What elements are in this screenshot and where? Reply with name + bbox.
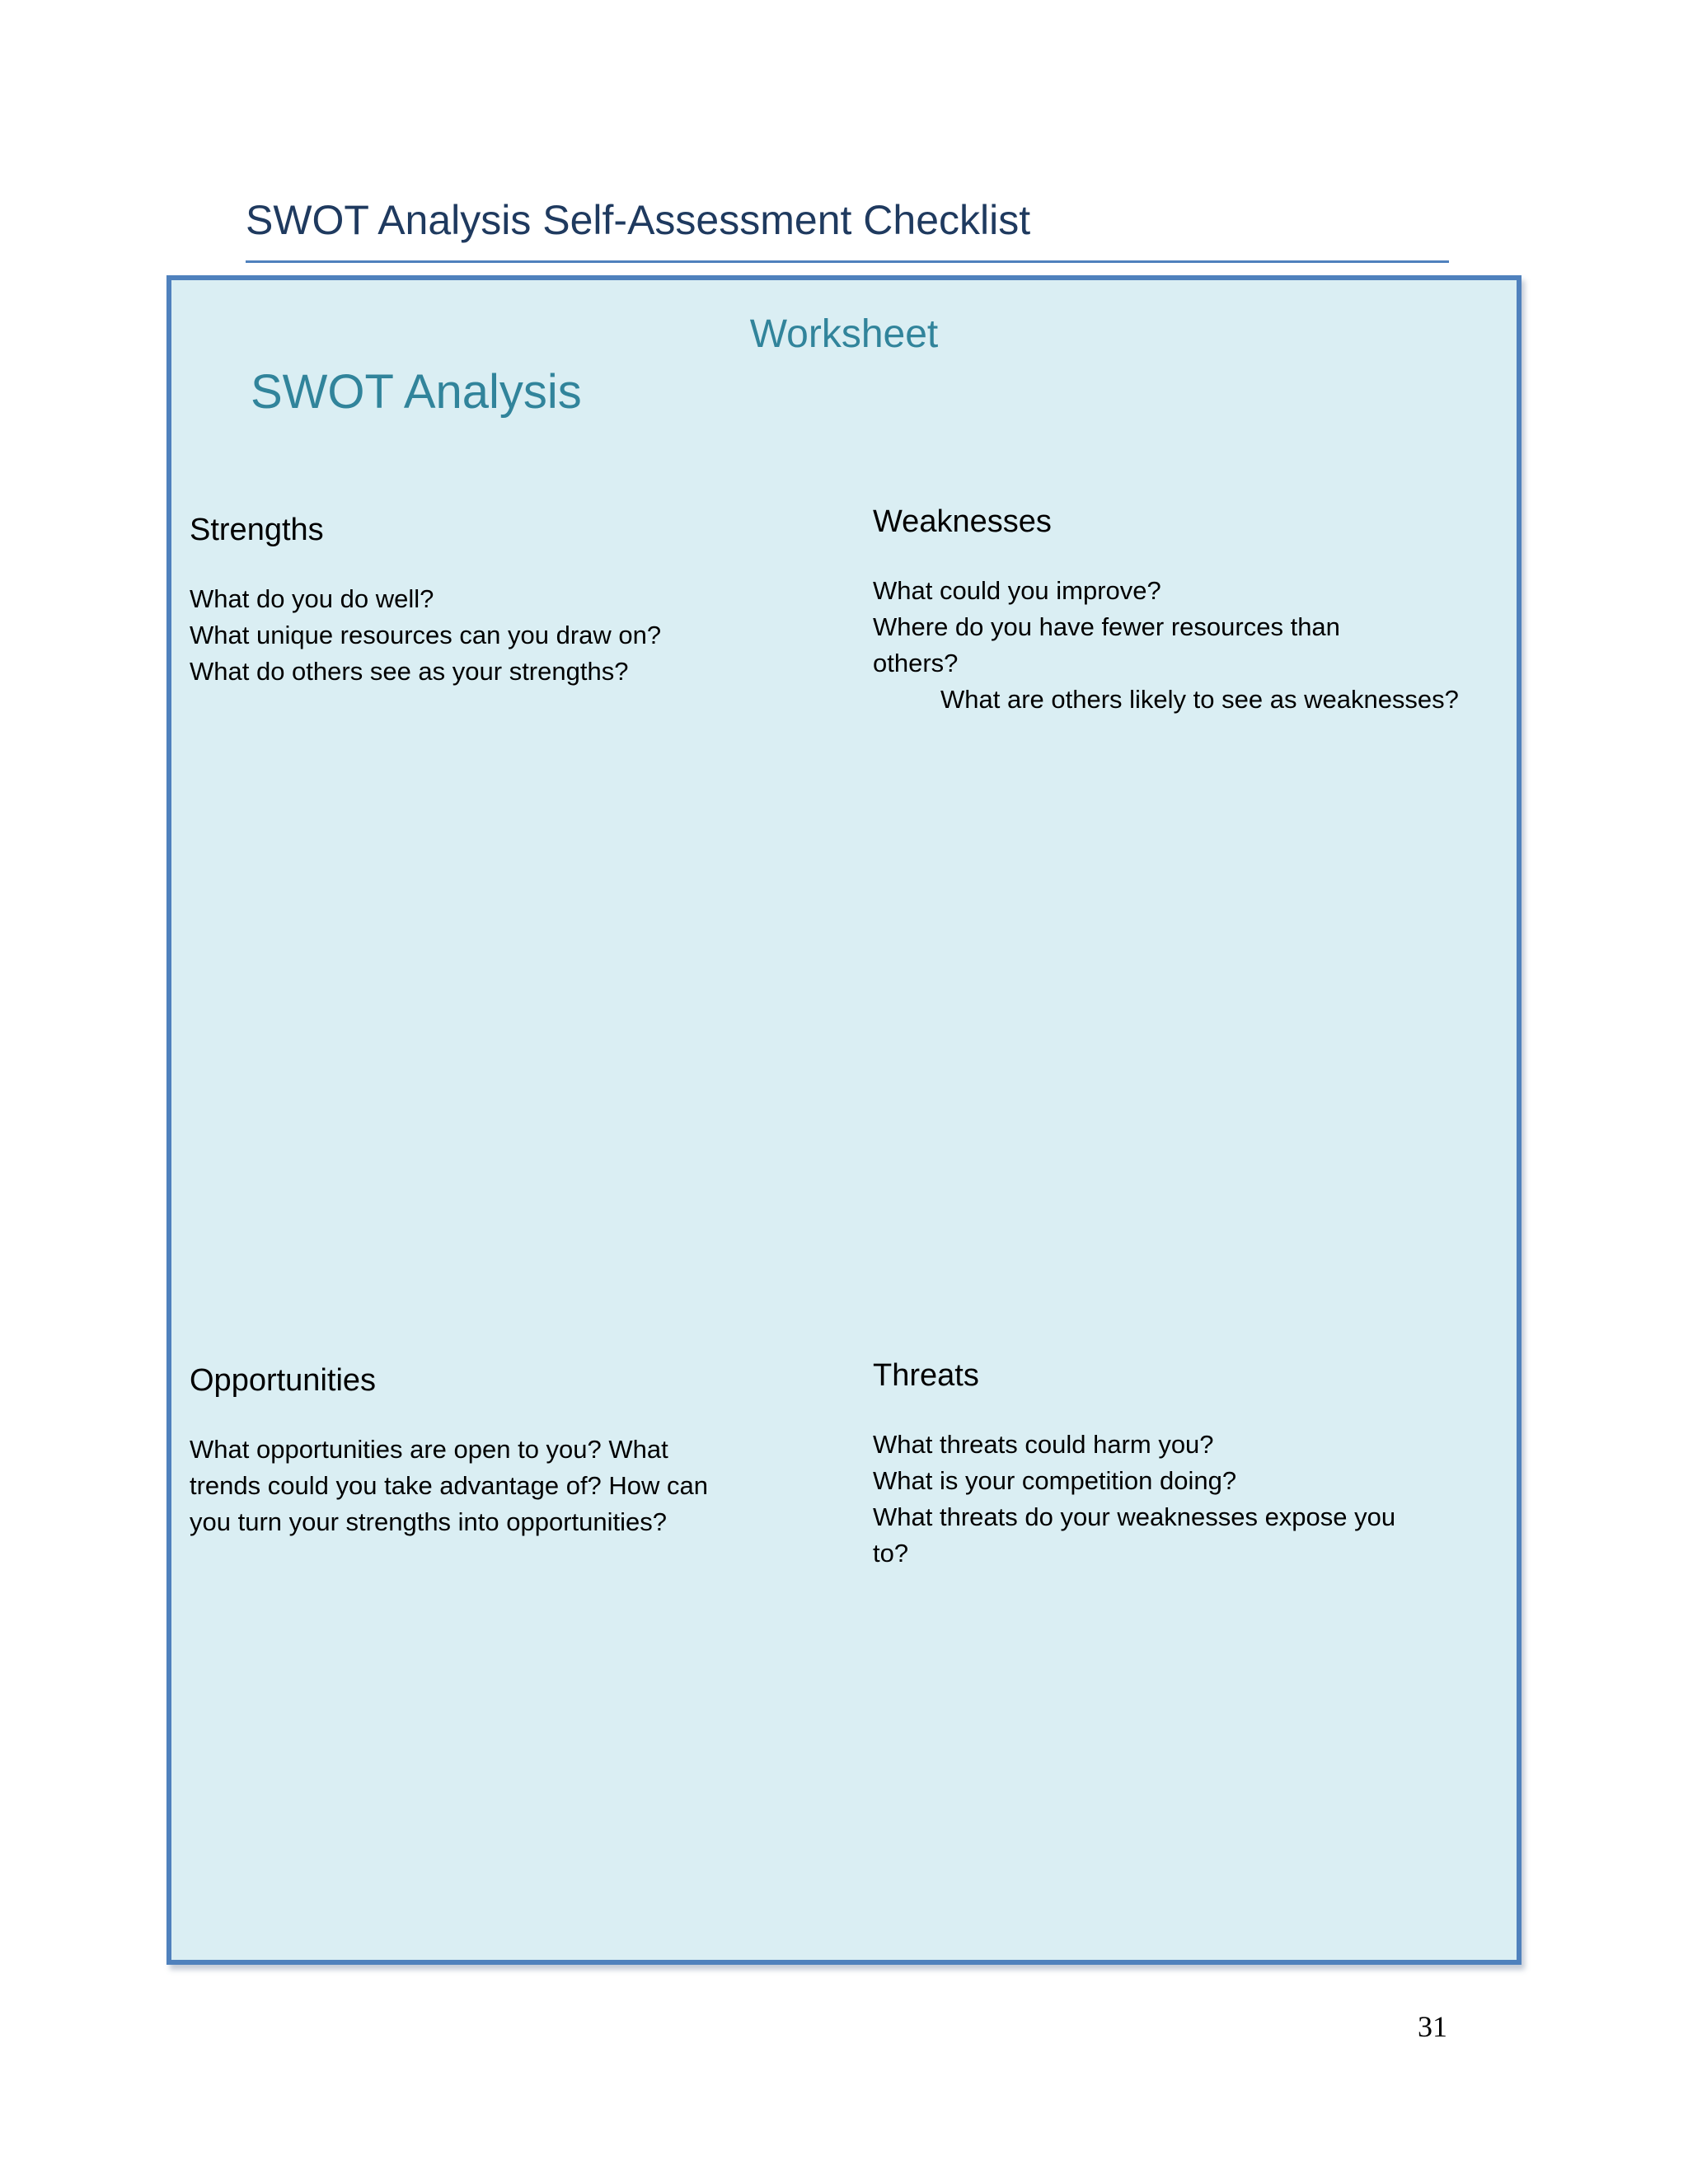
strengths-question: What do you do well? [190,584,434,613]
worksheet-label: Worksheet [749,312,939,356]
strengths-heading: Strengths [190,513,324,547]
opportunities-question: trends could you take advantage of? How can [190,1471,709,1500]
weaknesses-heading: Weaknesses [873,504,1052,539]
threats-question: What is your competition doing? [873,1466,1237,1495]
weaknesses-question: What could you improve? [873,576,1161,605]
strengths-question: What unique resources can you draw on? [190,621,662,649]
weaknesses-question: What are others likely to see as weaknesses? [940,685,1459,714]
threats-heading: Threats [873,1358,979,1393]
threats-question: What threats could harm you? [873,1430,1214,1459]
opportunities-question: you turn your strengths into opportunities? [190,1507,668,1536]
worksheet-box [166,275,1522,1965]
page-header-title: SWOT Analysis Self-Assessment Checklist [246,197,1031,243]
threats-question: What threats do your weaknesses expose you [873,1502,1396,1531]
threats-question: to? [873,1539,909,1568]
quadrant-weaknesses [873,504,1483,718]
swot-title: SWOT Analysis [251,365,582,419]
weaknesses-question: Where do you have fewer resources than [873,612,1340,641]
quadrant-threats [873,1358,1450,1572]
quadrant-strengths [190,513,832,690]
quadrant-opportunities [190,1363,767,1540]
header-rule [246,260,1449,263]
opportunities-question: What opportunities are open to you? What [190,1435,668,1464]
opportunities-heading: Opportunities [190,1363,377,1398]
weaknesses-question: others? [873,649,959,677]
strengths-question: What do others see as your strengths? [190,657,629,686]
page-number: 31 [1418,2010,1447,2043]
